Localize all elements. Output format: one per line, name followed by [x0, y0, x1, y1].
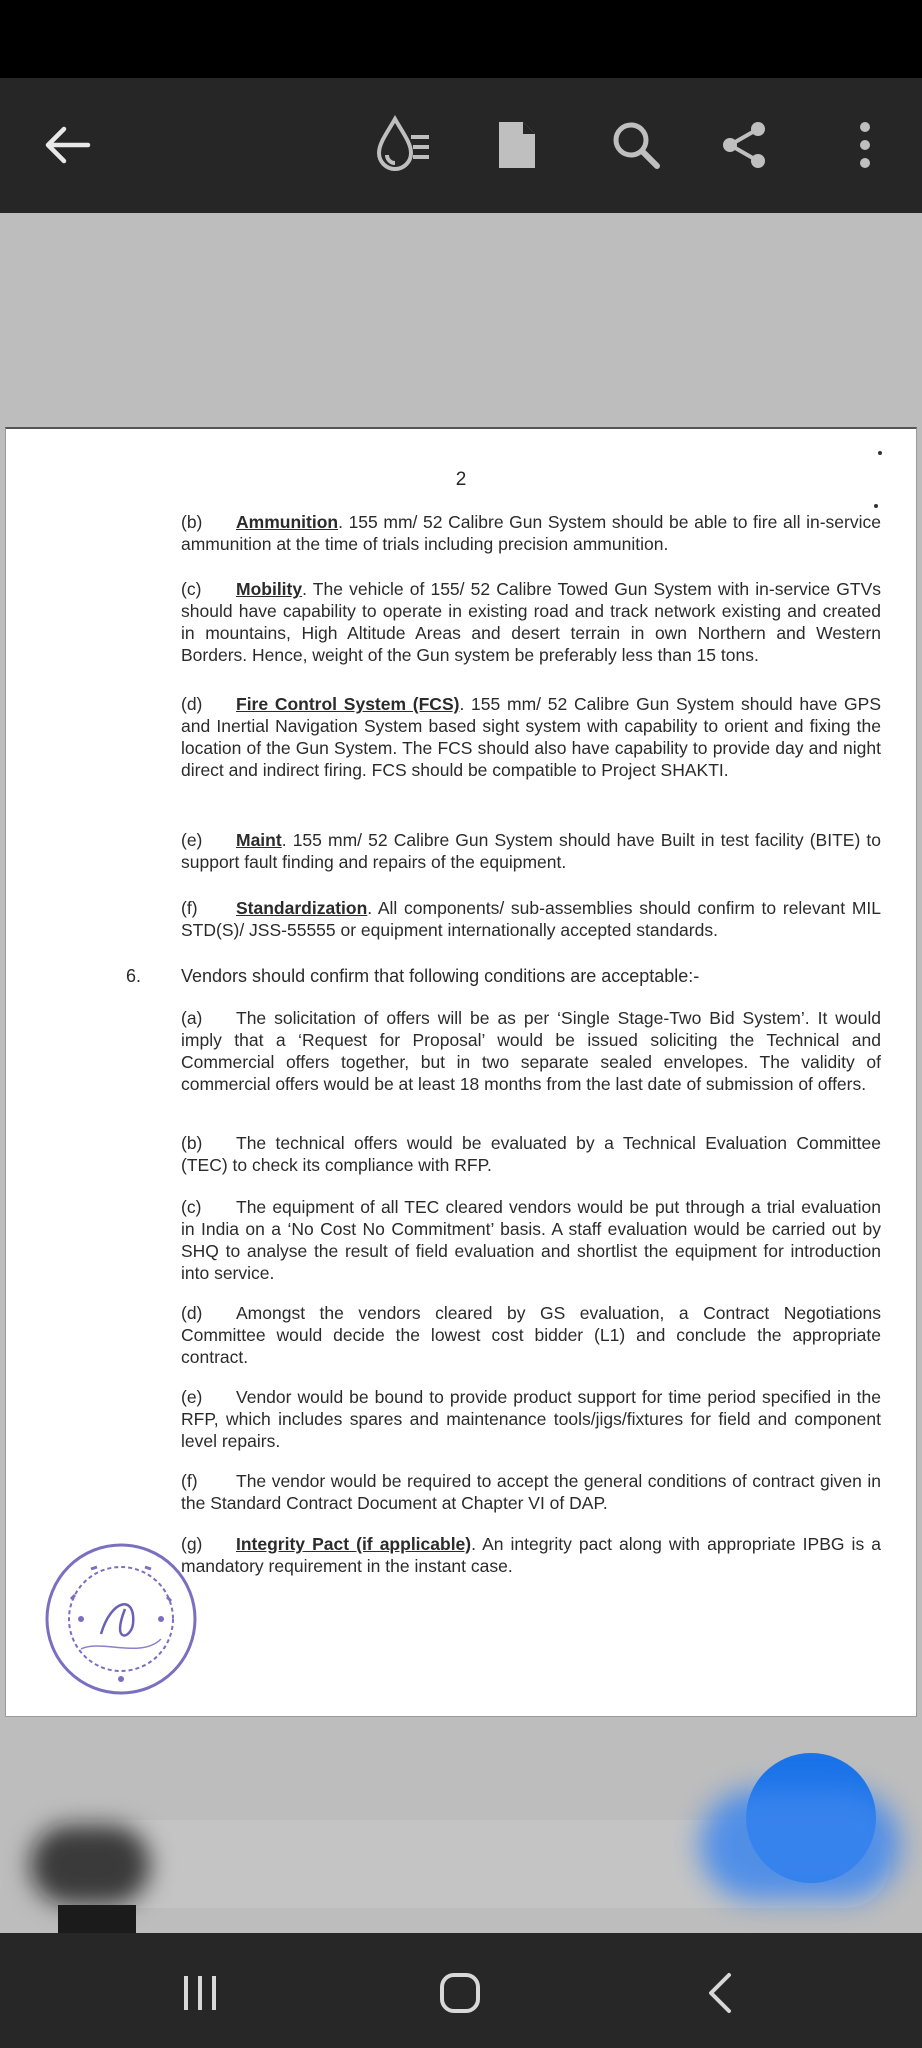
blurred-overlay	[700, 1790, 900, 1900]
recent-apps-icon	[180, 1973, 220, 2013]
page-scroll-thumb[interactable]	[30, 1825, 150, 1905]
share-icon	[720, 120, 770, 170]
status-bar	[0, 0, 922, 78]
paragraph-fire-control: (d) Fire Control System (FCS). 155 mm/ 52 Calibre Gun System should have GPS and Inertial Navigation System based sight system with capability to orient and fixing the location of the Gun System. The FCS should also have capability to provide day and night direct and indirect firing. FCS should be compatible to Project SHAKTI.	[181, 694, 881, 780]
paragraph-standardization: (f) Standardization. All components/ sub-assemblies should confirm to relevant MIL STD(S)/ JSS-55555 or equipment internationally accepted standards.	[181, 898, 881, 940]
system-back-button[interactable]	[680, 1953, 760, 2033]
file-icon	[497, 120, 537, 170]
home-button[interactable]	[420, 1953, 500, 2033]
page-number: 2	[455, 469, 467, 490]
bottom-handle	[58, 1905, 136, 1933]
ink-drop-icon	[373, 113, 433, 177]
home-icon	[438, 1971, 482, 2015]
back-button[interactable]	[32, 110, 102, 180]
condition-c: (c) The equipment of all TEC cleared vendors would be put through a trial evaluation in India on a ‘No Cost No Commitment’ basis. A staff evaluation would be carried out by SHQ to analyse the result of field evaluation and shortlist the equipment for introduction into service.	[181, 1197, 881, 1283]
document-page[interactable]	[5, 427, 917, 1717]
more-options-button[interactable]	[830, 110, 900, 180]
condition-a: (a) The solicitation of offers will be as per ‘Single Stage-Two Bid System’. It would imply that a ‘Request for Proposal’ would be issued soliciting the Technical and Commercial offers together, but in two separate sealed envelopes. The validity of commercial offers would be at least 18 months from the last date of submission of offers.	[181, 1008, 881, 1094]
item-6: 6. Vendors should confirm that following conditions are acceptable:-	[126, 966, 700, 986]
condition-e: (e) Vendor would be bound to provide product support for time period specified in the RFP, which includes spares and maintenance tools/jigs/fixtures for field and component level repairs.	[181, 1387, 881, 1451]
condition-b: (b) The technical offers would be evaluated by a Technical Evaluation Committee (TEC) to check its compliance with RFP.	[181, 1133, 881, 1175]
paragraph-ammunition: (b) Ammunition. 155 mm/ 52 Calibre Gun System should be able to fire all in-service ammunition at the time of trials including precision ammunition.	[181, 512, 881, 554]
condition-g-integrity-pact: (g) Integrity Pact (if applicable). An integrity pact along with appropriate IPBG is a mandatory requirement in the instant case.	[181, 1534, 881, 1576]
page-view-button[interactable]	[482, 110, 552, 180]
official-seal-stamp	[41, 1539, 201, 1699]
more-vert-icon	[858, 121, 872, 169]
condition-d: (d) Amongst the vendors cleared by GS evaluation, a Contract Negotiations Committee would decide the lowest cost bidder (L1) and conclude the appropriate contract.	[181, 1303, 881, 1367]
back-icon	[705, 1971, 735, 2015]
condition-f: (f) The vendor would be required to accept the general conditions of contract given in the Standard Contract Document at Chapter VI of DAP.	[181, 1471, 881, 1513]
arrow-left-icon	[42, 125, 92, 165]
search-button[interactable]	[601, 110, 671, 180]
search-icon	[611, 120, 661, 170]
viewer-toolbar	[0, 78, 922, 213]
system-nav-bar	[0, 1933, 922, 2048]
scan-speck	[874, 504, 878, 508]
paragraph-maint: (e) Maint. 155 mm/ 52 Calibre Gun System should have Built in test facility (BITE) to support fault finding and repairs of the equipment.	[181, 830, 881, 872]
reading-mode-button[interactable]	[368, 110, 438, 180]
scan-speck	[878, 451, 882, 455]
paragraph-mobility: (c) Mobility. The vehicle of 155/ 52 Calibre Towed Gun System with in-service GTVs should have capability to operate in existing road and track network existing and created in mountains, High Altitude Areas and desert terrain in own Northern and Western Borders. Hence, weight of the Gun system be preferably less than 15 tons.	[181, 579, 881, 665]
recent-apps-button[interactable]	[160, 1953, 240, 2033]
share-button[interactable]	[710, 110, 780, 180]
